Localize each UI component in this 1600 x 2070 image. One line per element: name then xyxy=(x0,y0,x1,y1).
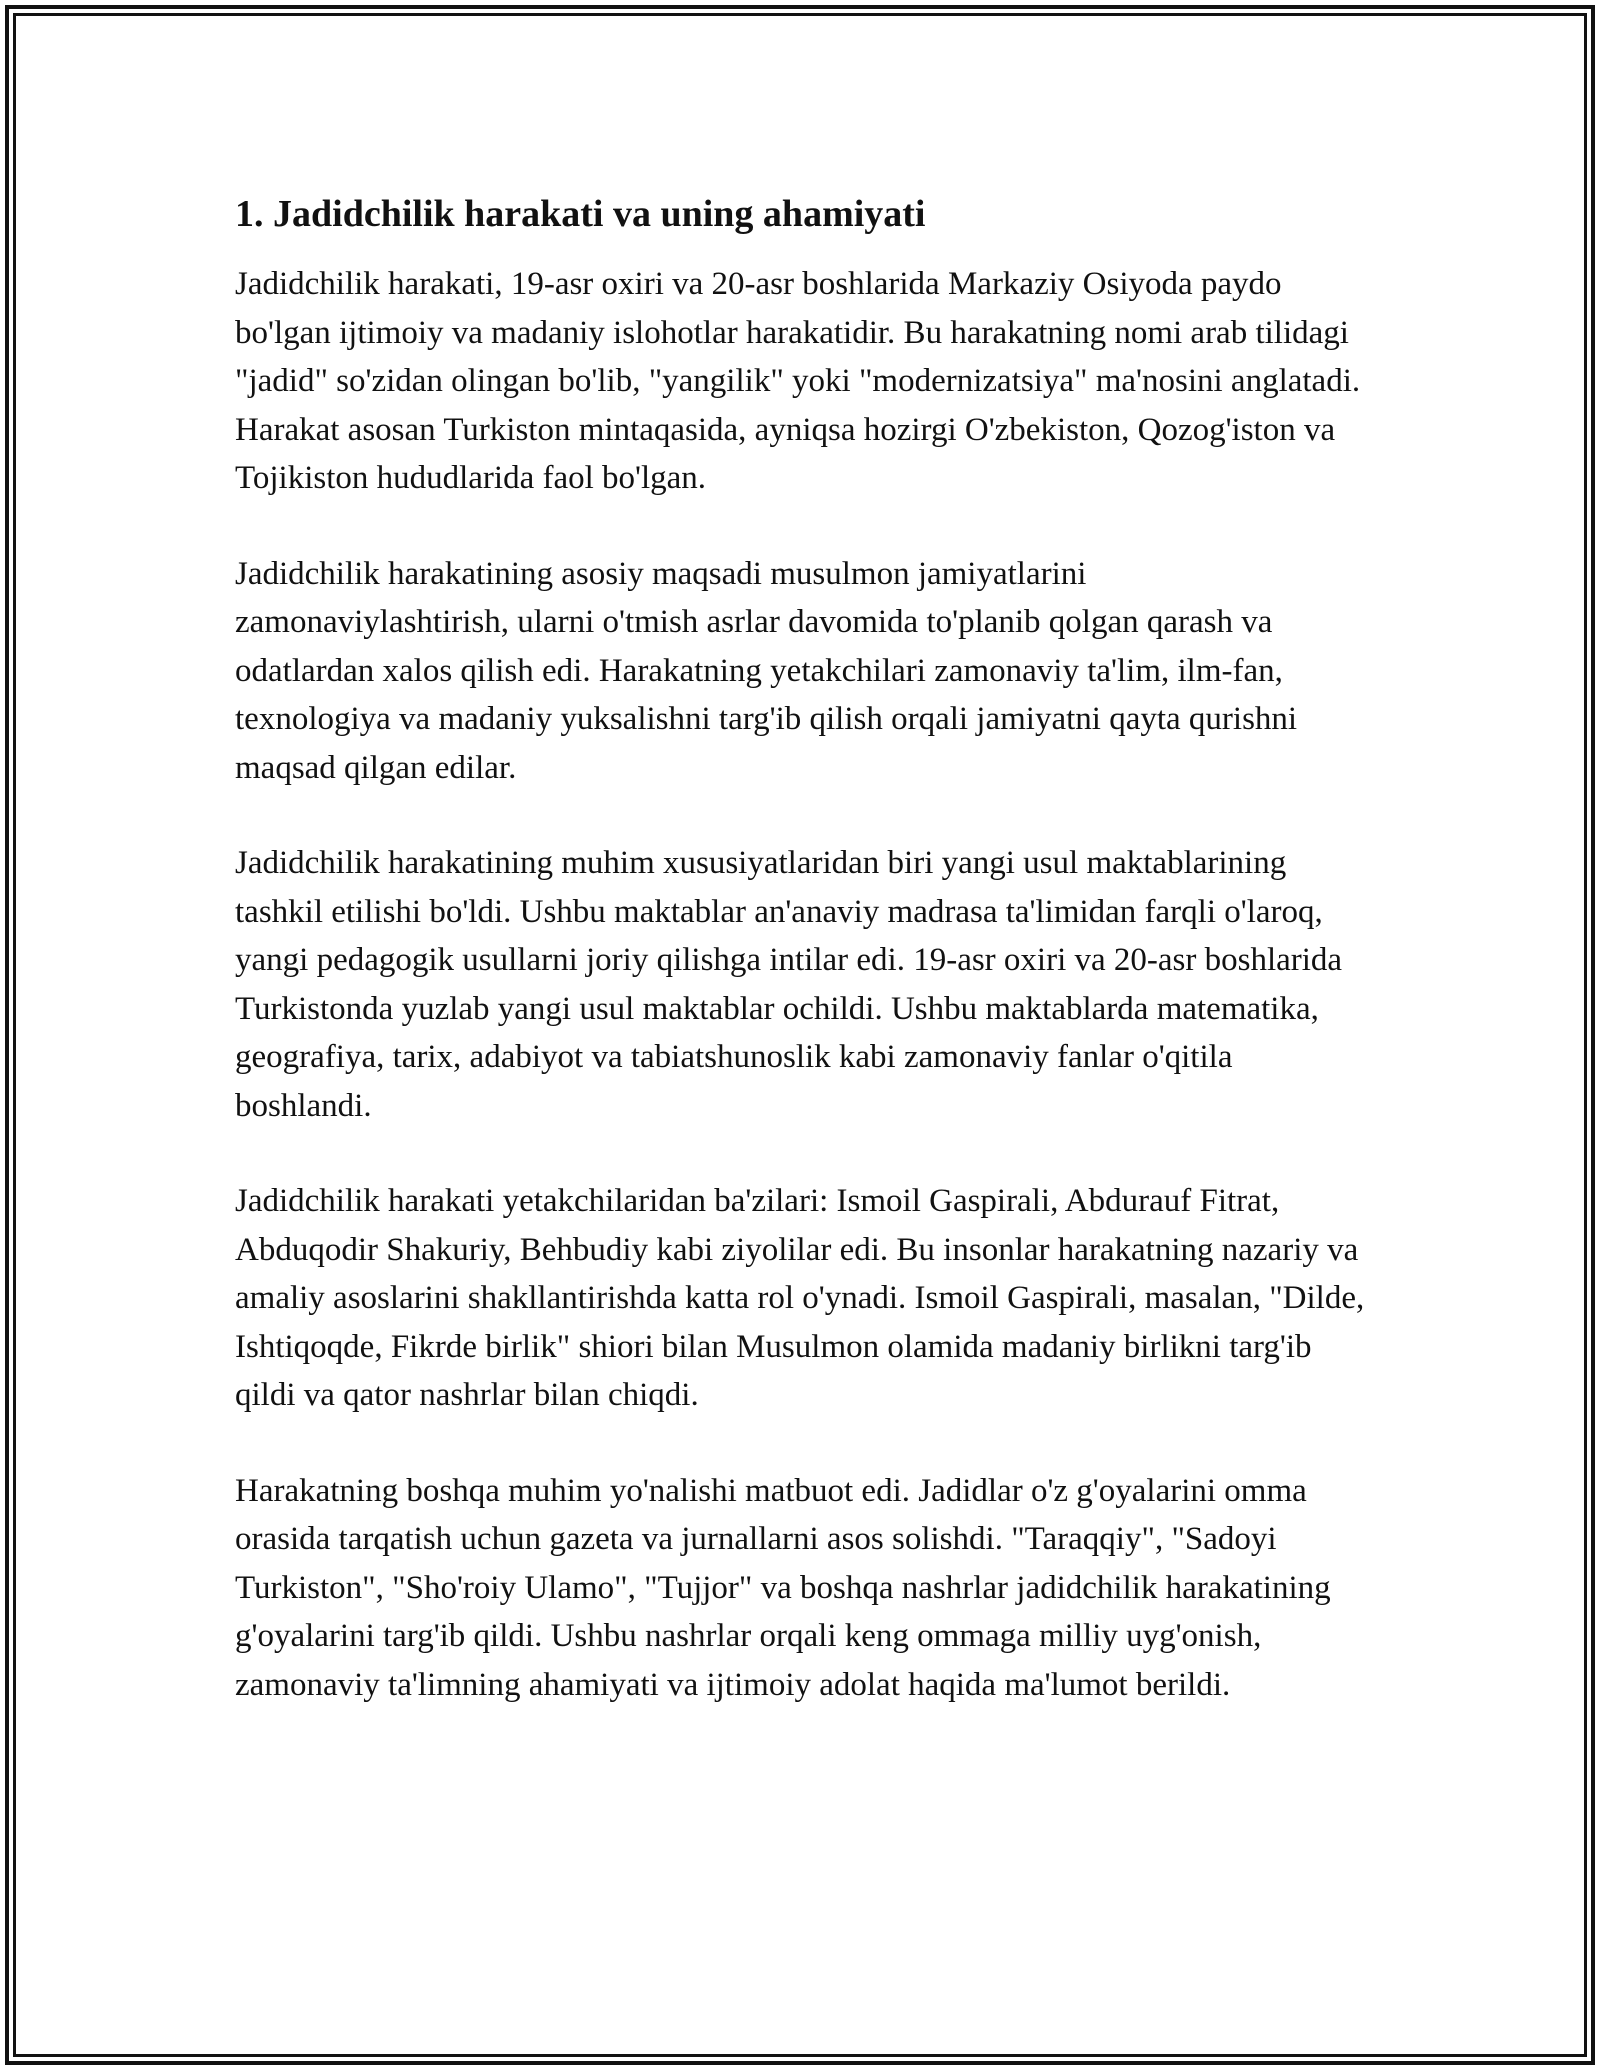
paragraph-leaders: Jadidchilik harakati yetakchilaridan ba'zilari: Ismoil Gaspirali, Abdurauf Fitrat, Abduqodir Shakuriy, Behbudiy kabi ziyolilar edi. Bu insonlar harakatning nazariy va amaliy asoslarini shakllantirishda katta rol o'ynadi. Ismoil Gaspirali, masalan, "Dilde, Ishtiqoqde, Fikrde birlik" shiori bilan Musulmon olamida madaniy birlikni targ'ib qildi va qator nashrlar bilan chiqdi. xyxy=(235,1183,1365,1413)
section-title: 1. Jadidchilik harakati va uning ahamiyati xyxy=(235,193,926,235)
paragraph-goals: Jadidchilik harakatining asosiy maqsadi musulmon jamiyatlarini zamonaviylashtirish, ularni o'tmish asrlar davomida to'planib qolgan qarash va odatlardan xalos qilish edi. Harakatning yetakchilari zamonaviy ta'lim, ilm-fan, texnologiya va madaniy yuksalishni targ'ib qilish orqali jamiyatni qayta qurishni maqsad qilgan edilar. xyxy=(235,555,1298,786)
document-body xyxy=(235,186,1365,1756)
paragraph-intro: Jadidchilik harakati, 19-asr oxiri va 20-asr boshlarida Markaziy Osiyoda paydo bo'lgan ijtimoiy va madaniy islohotlar harakatidir. Bu harakatning nomi arab tilidagi "jadid" so'zidan olingan bo'lib, "yangilik" yoki "modernizatsiya" ma'nosini anglatadi. Harakat asosan Turkiston mintaqasida, ayniqsa hozirgi O'zbekiston, Qozog'iston va Tojikiston hududlarida faol bo'lgan. xyxy=(235,266,1361,496)
paragraph-press: Harakatning boshqa muhim yo'nalishi matbuot edi. Jadidlar o'z g'oyalarini omma orasida tarqatish uchun gazeta va jurnallarni asos solishdi. "Taraqqiy", "Sadoyi Turkiston", "Sho'roiy Ulamo", "Tujjor" va boshqa nashrlar jadidchilik harakatining g'oyalarini targ'ib qildi. Ushbu nashrlar orqali keng ommaga milliy uyg'onish, zamonaviy ta'limning ahamiyati va ijtimoiy adolat haqida ma'lumot berildi. xyxy=(235,1472,1331,1703)
paragraph-new-method-schools: Jadidchilik harakatining muhim xususiyatlaridan biri yangi usul maktablarining tashkil etilishi bo'ldi. Ushbu maktablar an'anaviy madrasa ta'limidan farqli o'laroq, yangi pedagogik usullarni joriy qilishga intilar edi. 19-asr oxiri va 20-asr boshlarida Turkistonda yuzlab yangi usul maktablar ochildi. Ushbu maktablarda matematika, geografiya, tarix, adabiyot va tabiatshunoslik kabi zamonaviy fanlar o'qitila boshlandi. xyxy=(235,845,1343,1124)
